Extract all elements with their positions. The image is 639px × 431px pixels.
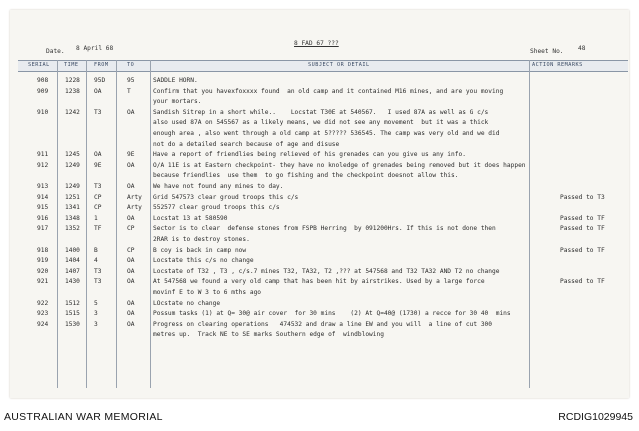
entry-serial: 910 <box>37 108 49 116</box>
entry-from: 5 <box>94 299 98 307</box>
entry-time: 1512 <box>65 299 80 307</box>
entry-to: OA <box>127 161 135 169</box>
entry-from: T3 <box>94 267 102 275</box>
entry-detail-line: Have a report of friendlies being relieved of his grenades can you give us any info. <box>153 151 466 159</box>
entry-to: OA <box>127 299 135 307</box>
entry-detail-line: SADDLE HORN. <box>153 77 198 84</box>
entry-serial: 912 <box>37 161 49 169</box>
entry-serial: 921 <box>37 278 49 286</box>
date-label: Date. <box>46 48 65 55</box>
date-value: 8 April 68 <box>76 45 114 52</box>
entry-detail-line: Locstate this c/s no change <box>153 257 254 265</box>
entry-detail-line: Possum tasks (1) at Q= 30@ air cover for 30 mins (2) At Q=40@ (1730) a recce for 30 40 mins <box>153 310 511 318</box>
entry-detail-line: Locstate of T32 , T3 , c/s.7 mines T32, TA32, T2 ,??? at 547568 and T32 TA32 AND T2 no change <box>153 267 500 275</box>
entry-detail-line: We have not found any mines to day. <box>153 183 284 190</box>
entry-action-remark: Passed to T3 <box>560 193 605 201</box>
col-divider <box>529 60 530 388</box>
entry-detail-line: Sector is to clear defense stones from FSPB Herring by 091200Hrs. If this is not done then <box>153 225 496 233</box>
entry-detail-line: 2RAR is to destroy stones. <box>153 235 250 243</box>
entry-detail-line: Progress on clearing operations 474532 and draw a line EW and you will a line of cut 300 <box>153 320 492 328</box>
entry-from: OA <box>94 87 102 95</box>
col-to-header: TO <box>127 62 135 68</box>
entry-detail-line: Sandish Sitrep in a short while.. Locstat T30E at 540567. I used 87A as well as G c/s <box>153 108 489 116</box>
entry-to: Arty <box>127 204 142 212</box>
entry-from: OA <box>94 151 102 159</box>
entry-to: OA <box>127 278 135 286</box>
entry-serial: 915 <box>37 204 49 212</box>
entry-from: 3 <box>94 310 98 318</box>
log-sheet <box>10 10 629 398</box>
entry-detail-line: Grid 547573 clear groud troops this c/s <box>153 193 299 201</box>
entry-action-remark: Passed to TF <box>560 225 605 233</box>
unit-heading: 8 FAD 67 ??? <box>294 40 339 47</box>
entry-from: T3 <box>94 183 102 190</box>
entry-serial: 924 <box>37 320 49 328</box>
sheet-value: 48 <box>578 45 586 52</box>
col-action-header: ACTION REMARKS <box>532 62 583 68</box>
entry-from: 1 <box>94 214 98 222</box>
entry-to: OA <box>127 183 135 190</box>
entry-from: T3 <box>94 108 102 116</box>
entry-from: B <box>94 246 98 254</box>
entry-to: OA <box>127 320 135 328</box>
entry-time: 1404 <box>65 257 80 265</box>
entry-from: 3 <box>94 320 98 328</box>
entry-time: 1242 <box>65 108 80 116</box>
entry-to: 9E <box>127 151 135 159</box>
entry-detail-line: O/A 11E is at Eastern checkpoint- they have no knoledge of grenades being removed but it does happen <box>153 161 526 169</box>
entry-detail-line: because friendlies use them to go fishing and the checkpoint doesnot allow this. <box>153 172 459 180</box>
record-id: RCDIG1029945 <box>558 411 633 423</box>
entry-time: 1228 <box>65 77 80 84</box>
col-divider <box>116 60 117 388</box>
entry-detail-line: 552577 clear groud troops this c/s <box>153 204 280 212</box>
entry-from: 95D <box>94 77 106 84</box>
entry-detail-line: movinf E to W 3 to 6 mths ago <box>153 288 262 296</box>
entry-to: CP <box>127 225 135 233</box>
entry-serial: 913 <box>37 183 49 190</box>
entry-detail-line: Confirm that you havexfoxxxx found an old camp and it contained M16 mines, and are you moving <box>153 87 504 95</box>
col-from-header: FROM <box>94 62 109 68</box>
entry-time: 1245 <box>65 151 80 159</box>
col-subject-header: SUBJECT OR DETAIL <box>308 62 370 68</box>
entry-detail-line: metres up. Track NE to SE marks Southern edge of windblowing <box>153 331 384 339</box>
entry-serial: 923 <box>37 310 49 318</box>
entry-from: TF <box>94 225 102 233</box>
entry-time: 1407 <box>65 267 80 275</box>
entry-from: T3 <box>94 278 102 286</box>
entry-to: OA <box>127 214 135 222</box>
entry-time: 1251 <box>65 193 80 201</box>
entry-serial: 922 <box>37 299 49 307</box>
entry-detail-line: At 547568 we found a very old camp that has been hit by airstrikes. Used by a large force <box>153 278 485 286</box>
entry-to: T <box>127 87 131 95</box>
col-divider <box>150 60 151 388</box>
entry-from: CP <box>94 204 102 212</box>
entry-serial: 914 <box>37 193 49 201</box>
entry-time: 1249 <box>65 161 80 169</box>
entry-detail-line: not do a detailed search because of age and disuse <box>153 140 340 148</box>
entry-to: OA <box>127 108 135 116</box>
col-divider <box>57 60 58 388</box>
entry-from: CP <box>94 193 102 201</box>
entry-to: OA <box>127 257 135 265</box>
entry-serial: 918 <box>37 246 49 254</box>
entry-time: 1341 <box>65 204 80 212</box>
entry-serial: 909 <box>37 87 49 95</box>
entry-serial: 919 <box>37 257 49 265</box>
entry-to: CP <box>127 246 135 254</box>
entry-from: 4 <box>94 257 98 265</box>
entry-to: Arty <box>127 193 142 201</box>
entry-time: 1249 <box>65 183 80 190</box>
entry-detail-line: Locstat 13 at 580590 <box>153 214 228 222</box>
entry-detail-line: enough area , also went through a old camp at 5????? 536545. The camp was very old and we did <box>153 129 500 137</box>
entry-detail-line: your mortars. <box>153 98 202 106</box>
entry-time: 1515 <box>65 310 80 318</box>
entry-action-remark: Passed to TF <box>560 278 605 286</box>
entry-to: OA <box>127 310 135 318</box>
entry-detail-line: LOcstate no change <box>153 299 221 307</box>
entry-to: OA <box>127 267 135 275</box>
entry-detail-line: B coy is back in camp now <box>153 246 247 254</box>
entry-action-remark: Passed to TF <box>560 214 605 222</box>
col-time-header: TIME <box>64 62 79 68</box>
sheet-label: Sheet No. <box>530 48 564 55</box>
entry-time: 1430 <box>65 278 80 286</box>
entry-action-remark: Passed to TF <box>560 246 605 254</box>
entry-serial: 916 <box>37 214 49 222</box>
entry-time: 1400 <box>65 246 80 254</box>
col-divider <box>86 60 87 388</box>
entry-to: 95 <box>127 77 135 84</box>
entry-serial: 908 <box>37 77 49 84</box>
entry-time: 1348 <box>65 214 80 222</box>
entry-time: 1238 <box>65 87 80 95</box>
archive-credit: AUSTRALIAN WAR MEMORIAL <box>4 411 163 423</box>
col-serial-header: SERIAL <box>28 62 50 68</box>
entry-serial: 920 <box>37 267 49 275</box>
entry-serial: 917 <box>37 225 49 233</box>
entry-serial: 911 <box>37 151 49 159</box>
entry-time: 1352 <box>65 225 80 233</box>
entry-time: 1530 <box>65 320 80 328</box>
entry-detail-line: also used 87A on 545567 as a likely means, we did not see any movement but it was a thick <box>153 119 489 127</box>
entry-from: 9E <box>94 161 102 169</box>
